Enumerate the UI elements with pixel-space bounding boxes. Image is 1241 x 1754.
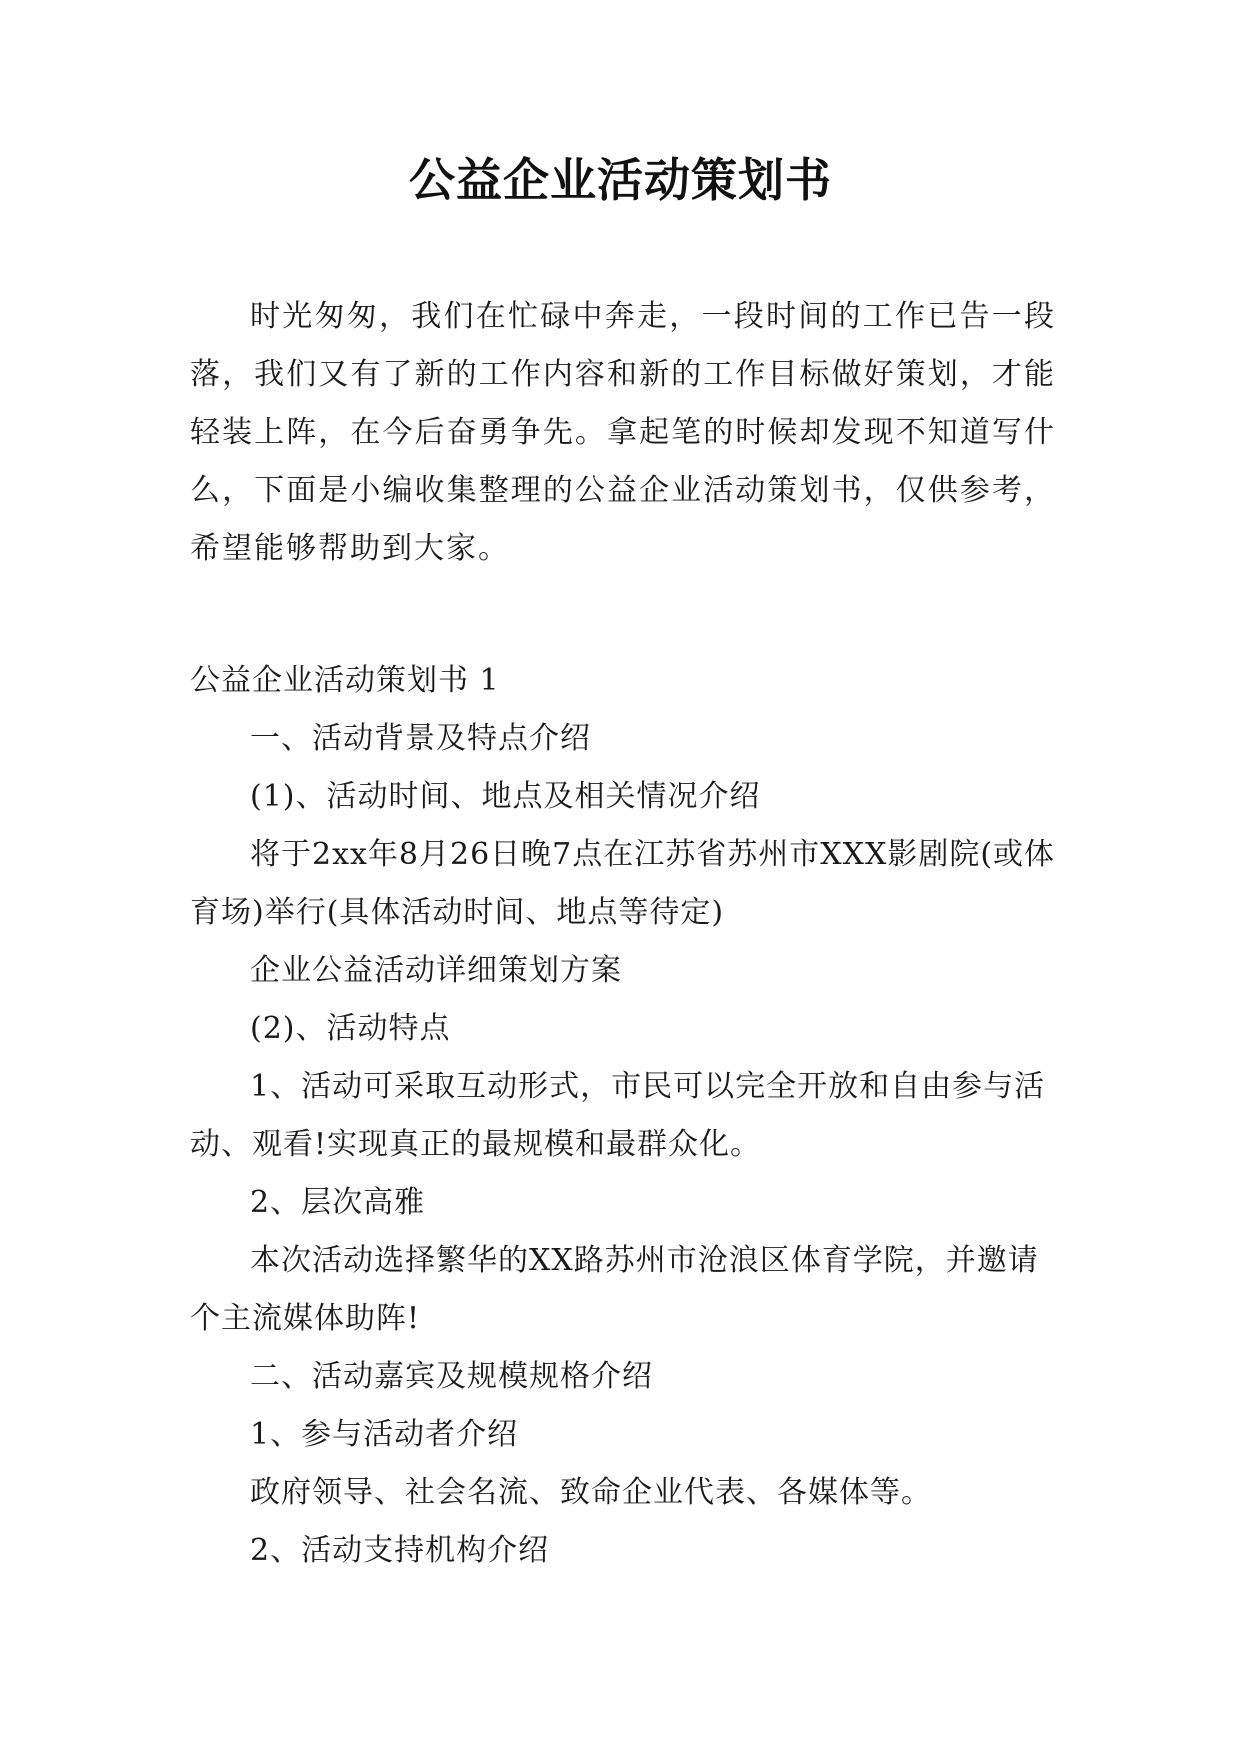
paragraph-participants: 政府领导、社会名流、致命企业代表、各媒体等。 [250,1475,932,1510]
paragraph-venue: 本次活动选择繁华的XX路苏州市沧浪区体育学院，并邀请个主流媒体助阵! [190,1243,1039,1336]
paragraph-support-heading: 2、活动支持机构介绍 [250,1533,550,1568]
document-title: 公益企业活动策划书 [409,153,832,207]
paragraph-time-place: 将于2xx年8月26日晚7点在江苏省苏州市XXX影剧院(或体育场)举行(具体活动时间、地点等待定) [190,837,1056,930]
paragraph-guests-heading: 二、活动嘉宾及规模规格介绍 [250,1359,653,1394]
paragraph-features-heading: (2)、活动特点 [250,1011,451,1046]
paragraph-time-place-heading: (1)、活动时间、地点及相关情况介绍 [250,779,761,814]
paragraph-feature-1: 1、活动可采取互动形式，市民可以完全开放和自由参与活动、观看!实现真正的最规模和最群众化。 [190,1069,1046,1162]
section-heading: 公益企业活动策划书 1 [190,663,500,698]
paragraph-background-heading: 一、活动背景及特点介绍 [250,721,591,756]
intro-paragraph: 时光匆匆，我们在忙碌中奔走，一段时间的工作已告一段落，我们又有了新的工作内容和新的工作目标做好策划，才能轻装上阵，在今后奋勇争先。拿起笔的时候却发现不知道写什么，下面是小编收集整理的公益企业活动策划书，仅供参考，希望能够帮助到大家。 [190,299,1056,566]
paragraph-feature-2: 2、层次高雅 [250,1185,426,1220]
document-body [190,288,1056,1580]
paragraph-plan-note: 企业公益活动详细策划方案 [250,953,622,988]
paragraph-participants-heading: 1、参与活动者介绍 [250,1417,519,1452]
